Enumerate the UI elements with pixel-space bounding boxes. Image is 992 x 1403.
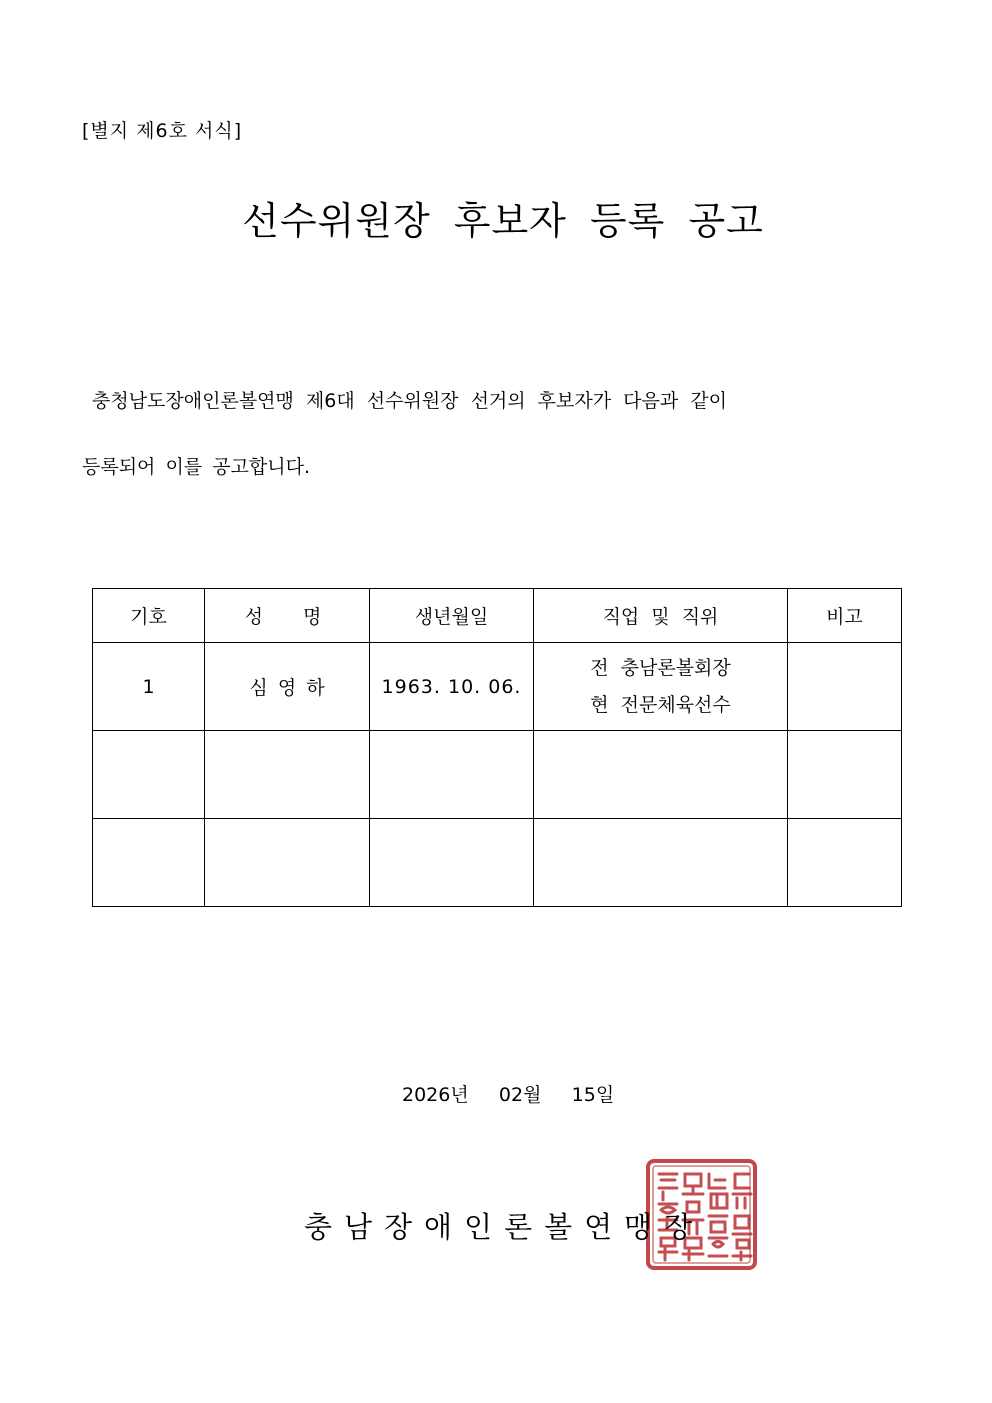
form-label: [별지 제6호 서식]: [82, 120, 243, 142]
cell-birth: 1963. 10. 06.: [370, 643, 534, 731]
date-month: 02월: [498, 1084, 542, 1106]
table-row: [93, 731, 902, 819]
cell-name: [205, 731, 370, 819]
cell-number: [93, 731, 205, 819]
announcement-date: [402, 1080, 614, 1107]
job-line-2: 현 전문체육선수: [590, 693, 731, 716]
body-text-line2: 등록되어 이를 공고합니다.: [82, 456, 311, 478]
date-year: 2026년: [402, 1084, 469, 1106]
candidate-table: [92, 588, 902, 907]
header-note: 비고: [788, 589, 902, 643]
job-lines: [590, 650, 731, 724]
page-title: 선수위원장 후보자 등록 공고: [242, 199, 764, 243]
cell-number: 1: [93, 643, 205, 731]
cell-birth: [370, 731, 534, 819]
cell-note: [788, 643, 902, 731]
table-row: [93, 643, 902, 731]
header-number: 기호: [93, 589, 205, 643]
date-day: 15일: [571, 1084, 615, 1106]
signature-organization: 충남장애인론볼연맹장: [304, 1210, 705, 1244]
header-name: 성 명: [205, 589, 370, 643]
job-line-1: 전 충남론볼회장: [590, 656, 731, 679]
cell-note: [788, 819, 902, 907]
table-header-row: [93, 589, 902, 643]
table-row: [93, 819, 902, 907]
header-birth: 생년월일: [370, 589, 534, 643]
cell-number: [93, 819, 205, 907]
body-text-line1: 충청남도장애인론볼연맹 제6대 선수위원장 선거의 후보자가 다음과 같이: [92, 390, 727, 412]
cell-job: [534, 819, 788, 907]
cell-name: [205, 819, 370, 907]
header-job: 직업 및 직위: [534, 589, 788, 643]
cell-note: [788, 731, 902, 819]
cell-job: [534, 643, 788, 731]
cell-name: 심 영 하: [205, 643, 370, 731]
cell-birth: [370, 819, 534, 907]
cell-job: [534, 731, 788, 819]
